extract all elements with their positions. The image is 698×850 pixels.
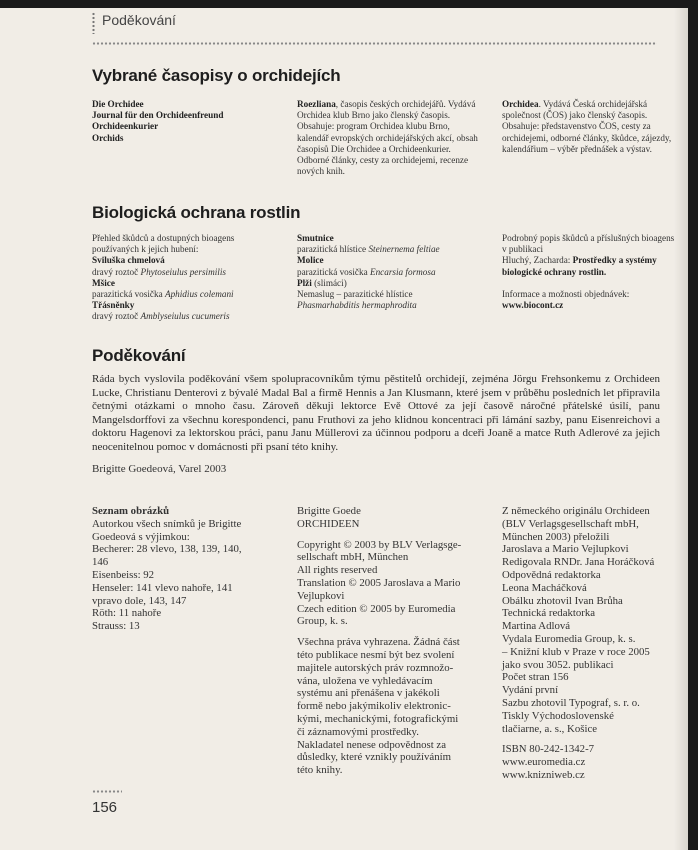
rights-line: či záznamovými prostředky.	[297, 725, 419, 738]
running-header: Poděkování	[102, 12, 176, 28]
header-dotted-rule	[92, 12, 95, 34]
journal-description: . Vydává Česká orchidejářská společnost (ČOS) jako členský časopis. Obsahuje: představenstvo ČOS, cesty za orchidejemi, odborné články, škůdce, zájezdy, kalendářium – výběr přednášek a výstav.	[502, 99, 672, 154]
pest-name: Plži (slimáci)	[297, 277, 347, 288]
picture-credits	[92, 505, 282, 633]
journals-column-1	[92, 99, 282, 144]
bio-agent: dravý roztoč Amblyseiulus cucumeris	[92, 311, 230, 322]
credit-line: Goedeová s výjimkou:	[92, 530, 190, 543]
rights-line: Všechna práva vyhrazena. Žádná část	[297, 636, 460, 649]
bio-column-2	[297, 233, 492, 311]
credit-line: 146	[92, 556, 109, 569]
pest-name: Smutnice	[297, 233, 334, 243]
thanks-paragraph: Ráda bych vyslovila poděkování všem spolupracovníkům týmu pěstitelů orchidejí, zejména Jörgu Frehsonkemu z Orchideen Lucke, Christianu Denterovi z bývalé Madal Bal a firmě Hennis a Jan Klusmann, které jsem v průběhu posledních let připravila četnými otázkami o mnoho času. Zároveň děkuji lektorce Evě Ottové za její časově náročné přátelské úsilí, panu Mangelsdorffovi za všechnu korespondenci, panu Fruthovi za jeho klidnou koncentraci při lámání sazby, panu Eisenreichovi a doktoru Hagenovi za lektorskou práci, panu Janu Müllerovi za účinnou podporu a dceři Joaně a matce Ruth Adlerové za jejich neocenitelnou pomoc v domácnosti při psaní této knihy.	[92, 373, 660, 453]
imprint-line: – Knižní klub v Praze v roce 2005	[502, 645, 650, 658]
bio-agent: Nemaslug – parazitické hlístice	[297, 289, 413, 300]
imprint-line: Leona Macháčková	[502, 581, 587, 594]
imprint-line: Technická redaktorka	[502, 607, 596, 620]
pest-name: Třásněnky	[92, 300, 135, 311]
bio-intro: Přehled škůdců a dostupných bioagens používaných k jejich hubení:	[92, 233, 235, 255]
pest-name: Molice	[297, 255, 324, 266]
pest-name: Sviluška chmelová	[92, 255, 165, 266]
journal-description: , časopis českých orchidejářů. Vydává Orchidea klub Brno jako členský časopis. Obsahuje: program Orchidea klubu Brno, kalendář evropských orchidejářských akcí, obsah časopisů Die Orchidee a Orchideenkurier. Odborné články, cesty za orchidejemi, recenze nových knih.	[297, 99, 478, 177]
journals-column-3	[502, 99, 677, 155]
bio-agent: parazitická hlístice Steinernema feltiae	[297, 244, 440, 255]
rights-line: formě nebo jakýmikoliv elektronic-	[297, 700, 451, 713]
copyright-line: ORCHIDEEN	[297, 517, 360, 530]
imprint-line: tlačiarne, a. s., Košice	[502, 722, 598, 735]
rights-line: této knihy.	[297, 764, 343, 777]
section-title-bio: Biologická ochrana rostlin	[92, 203, 301, 222]
credit-line: Röth: 11 nahoře	[92, 607, 162, 620]
page-number: 156	[92, 799, 118, 816]
credit-line: Eisenbeiss: 92	[92, 568, 155, 581]
scan-border-top	[0, 0, 698, 8]
bio-agent: parazitická vosička Aphidius colemani	[92, 289, 234, 300]
section-title-journals: Vybrané časopisy o orchidejích	[92, 66, 341, 85]
signature: Brigitte Goedeová, Varel 2003	[92, 463, 227, 475]
imprint-line: jako svou 3052. publikaci	[502, 658, 614, 671]
imprint-line: Vydala Euromedia Group, k. s.	[502, 632, 636, 645]
journal-name: Orchideenkurier	[92, 121, 159, 132]
journal-name: Roezliana	[297, 99, 336, 109]
rights-line: této publikace nesmí být bez svolení	[297, 648, 455, 661]
imprint-line: Vydání první	[502, 684, 559, 697]
journals-column-2	[297, 99, 482, 177]
isbn: ISBN 80-242-1342-7	[502, 743, 595, 756]
imprint-line: München 2003) přeložili	[502, 530, 610, 543]
imprint-line: Z německého originálu Orchideen	[502, 505, 650, 517]
credit-line: Becherer: 28 vlevo, 138, 139, 140,	[92, 543, 242, 556]
bio-agent-latin: Phasmarhabditis hermaphrodita	[297, 300, 417, 311]
imprint-line: Sazbu zhotovil Typograf, s. r. o.	[502, 696, 640, 709]
copyright-line: Vejlupkovi	[297, 589, 345, 602]
knizniweb-link[interactable]: www.knizniweb.cz	[502, 768, 585, 781]
credit-line: Henseler: 141 vlevo nahoře, 141	[92, 581, 233, 594]
imprint-line: Tiskly Východoslovenské	[502, 709, 614, 722]
copyright-line: Translation © 2005 Jaroslava a Mario	[297, 576, 461, 589]
copyright-line: Brigitte Goede	[297, 505, 361, 517]
bio-agent: parazitická vosička Encarsia formosa	[297, 266, 436, 277]
imprint-line: Počet stran 156	[502, 671, 569, 684]
rights-line: majitele autorských práv rozmnožo-	[297, 661, 454, 674]
imprint-line: Obálku zhotovil Ivan Brůha	[502, 594, 623, 607]
bio-column-1	[92, 233, 282, 323]
credit-line: Strauss: 13	[92, 620, 140, 633]
journal-name: Orchids	[92, 132, 124, 143]
bio-column-3	[502, 233, 680, 311]
scan-border-right	[688, 0, 698, 850]
rights-line: Nakladatel nenese odpovědnost za	[297, 738, 447, 751]
imprint-line: Jaroslava a Mario Vejlupkovi	[502, 543, 629, 556]
credit-line: Autorkou všech snímků je Brigitte	[92, 517, 242, 530]
footer-dotted-rule	[92, 790, 122, 793]
picture-credits-list	[92, 518, 282, 633]
book-authors: Hluchý, Zacharda:	[502, 255, 573, 266]
journal-name: Journal für den Orchideenfreund	[92, 110, 224, 121]
copyright-line: Group, k. s.	[297, 615, 348, 628]
copyright-line: sellschaft mbH, München	[297, 551, 409, 564]
credit-line: vpravo dole, 143, 147	[92, 594, 187, 607]
bio-reference: Podrobný popis škůdců a příslušných bioagens v publikaci	[502, 233, 675, 255]
copyright-block	[297, 505, 492, 777]
imprint-line: Martina Adlová	[502, 620, 571, 633]
bio-agent: dravý roztoč Phytoseiulus persimilis	[92, 266, 226, 277]
section-title-thanks: Poděkování	[92, 346, 186, 365]
biocont-link[interactable]: www.biocont.cz	[502, 300, 564, 311]
header-divider	[92, 42, 657, 45]
picture-credits-title: Seznam obrázků	[92, 505, 170, 517]
copyright-line: All rights reserved	[297, 564, 378, 577]
imprint-line: Redigovala RNDr. Jana Horáčková	[502, 556, 655, 569]
orders-info: Informace a možnosti objednávek:	[502, 288, 630, 299]
euromedia-link[interactable]: www.euromedia.cz	[502, 756, 586, 769]
imprint-line: (BLV Verlagsgesellschaft mbH,	[502, 517, 639, 530]
rights-line: důsledky, které vznikly používáním	[297, 751, 452, 764]
copyright-line: Copyright © 2003 by BLV Verlagsge-	[297, 538, 462, 551]
copyright-line: Czech edition © 2005 by Euromedia	[297, 602, 456, 615]
imprint-block	[502, 505, 682, 782]
journal-name: Orchidea	[502, 99, 539, 109]
imprint-line: Odpovědná redaktorka	[502, 568, 601, 581]
journal-name: Die Orchidee	[92, 99, 144, 109]
pest-name: Mšice	[92, 277, 115, 288]
rights-line: kými, mechanickými, fotografickými	[297, 712, 459, 725]
rights-line: vána, uložena ve vyhledávacím	[297, 674, 433, 687]
book-title: Prostředky a systémy biologické ochrany rostlin.	[502, 255, 657, 277]
rights-line: systému ani přenášena v jakékoli	[297, 687, 440, 700]
